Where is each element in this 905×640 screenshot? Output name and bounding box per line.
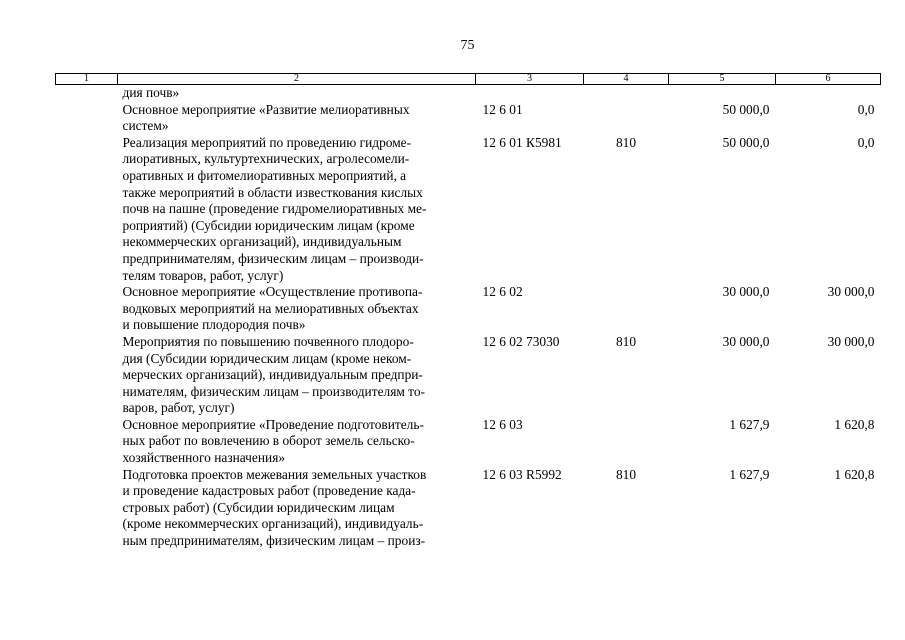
row-name-line: ных работ по вовлечению в оборот земель сельско- <box>122 433 415 449</box>
row-name-line: стровых работ) (Субсидии юридическим лицам <box>122 499 395 515</box>
row-name-line: лиоративных, культуртехнических, агролесомели- <box>122 151 410 167</box>
row-name-line: Основное мероприятие «Развитие мелиоративных <box>122 101 410 117</box>
row-amount-1-cell <box>669 85 776 102</box>
table-row <box>56 102 881 135</box>
row-index-cell <box>56 85 118 102</box>
row-amount-2-cell: 30 000,0 <box>827 333 875 349</box>
row-name-cell <box>118 85 476 102</box>
row-index-cell <box>56 334 118 417</box>
row-name-line: Реализация мероприятий по проведению гидроме- <box>122 134 412 150</box>
row-amount-2-cell: 0,0 <box>857 134 875 150</box>
row-amount-1-cell: 30 000,0 <box>722 333 770 349</box>
row-name-line: мерческих организаций), индивидуальным предпри- <box>122 367 423 383</box>
row-amount-1-cell: 1 627,9 <box>729 416 770 432</box>
column-number-row <box>56 74 881 85</box>
row-name-line: и повышение плодородия почв» <box>122 317 306 333</box>
row-amount-1-cell: 30 000,0 <box>722 284 770 300</box>
row-name-line: и проведение кадастровых работ (проведение када- <box>122 483 416 499</box>
row-name-line: хозяйственного назначения» <box>122 450 286 466</box>
row-amount-1-cell: 1 627,9 <box>729 466 770 482</box>
column-header-5: 5 <box>669 74 776 85</box>
budget-table <box>55 73 881 550</box>
row-amount-2-cell: 1 620,8 <box>834 466 875 482</box>
row-name-line: дия почв» <box>122 85 180 100</box>
page-number: 75 <box>460 38 475 53</box>
row-expense-type-cell: 810 <box>615 134 637 150</box>
row-expense-type-cell <box>584 85 669 102</box>
table-row <box>56 334 881 417</box>
row-name-line: Основное мероприятие «Проведение подготовитель- <box>122 416 424 432</box>
column-header-1: 1 <box>56 74 118 85</box>
row-code-cell: 12 6 03 <box>482 416 523 432</box>
row-amount-1-cell: 50 000,0 <box>722 134 770 150</box>
row-index-cell <box>56 284 118 334</box>
row-index-cell <box>56 467 118 550</box>
row-index-cell <box>56 417 118 467</box>
row-name-line: роприятий) (Субсидии юридическим лицам (кроме <box>122 217 415 233</box>
table-row <box>56 284 881 334</box>
row-amount-1-cell: 50 000,0 <box>722 101 770 117</box>
row-name-line: предпринимателям, физическим лицам – производи- <box>122 250 424 266</box>
row-name-cell <box>118 284 476 334</box>
row-index-cell <box>56 135 118 284</box>
row-expense-type-cell <box>584 284 669 334</box>
row-code-cell: 12 6 02 <box>482 284 523 300</box>
row-code-cell: 12 6 01 <box>482 101 523 117</box>
row-amount-2-cell <box>776 85 881 102</box>
table-body <box>56 85 881 550</box>
row-name-line: (кроме некоммерческих организаций), индивидуаль- <box>122 516 424 532</box>
row-expense-type-cell: 810 <box>615 466 637 482</box>
row-expense-type-cell <box>584 102 669 135</box>
row-code-cell: 12 6 03 R5992 <box>482 466 562 482</box>
row-name-line: также мероприятий в области известкования кислых <box>122 184 423 200</box>
column-header-4: 4 <box>584 74 669 85</box>
row-name-cell <box>118 467 476 550</box>
row-amount-2-cell: 0,0 <box>857 101 875 117</box>
row-name-line: водковых мероприятий на мелиоративных объектах <box>122 300 419 316</box>
row-amount-2-cell: 1 620,8 <box>834 416 875 432</box>
column-header-2: 2 <box>118 74 476 85</box>
row-name-line: ным предпринимателям, физическим лицам – произ- <box>122 533 426 549</box>
table-header <box>56 74 881 85</box>
table-row <box>56 135 881 284</box>
row-name-line: систем» <box>122 118 169 134</box>
row-expense-type-cell: 810 <box>615 333 637 349</box>
table-row <box>56 467 881 550</box>
row-code-cell: 12 6 02 73030 <box>482 333 560 349</box>
table-row <box>56 417 881 467</box>
row-code-cell: 12 6 01 К5981 <box>482 134 562 150</box>
row-name-line: оративных и фитомелиоративных мероприятий, а <box>122 167 407 183</box>
row-index-cell <box>56 102 118 135</box>
table-row <box>56 85 881 102</box>
row-name-line: дия (Субсидии юридическим лицам (кроме неком- <box>122 350 412 366</box>
row-name-cell <box>118 417 476 467</box>
row-name-cell <box>118 102 476 135</box>
row-name-cell <box>118 334 476 417</box>
row-expense-type-cell <box>584 417 669 467</box>
row-name-line: нимателям, физическим лицам – производителям то- <box>122 383 426 399</box>
row-name-line: телям товаров, работ, услуг) <box>122 267 284 283</box>
row-amount-2-cell: 30 000,0 <box>827 284 875 300</box>
row-name-line: некоммерческих организаций), индивидуальным <box>122 234 402 250</box>
row-code-cell <box>476 85 584 102</box>
row-name-line: варов, работ, услуг) <box>122 400 235 416</box>
row-name-cell <box>118 135 476 284</box>
column-header-3: 3 <box>476 74 584 85</box>
column-header-6: 6 <box>776 74 881 85</box>
row-name-line: Подготовка проектов межевания земельных участков <box>122 466 427 482</box>
row-name-line: почв на пашне (проведение гидромелиоративных ме- <box>122 201 427 217</box>
row-name-line: Основное мероприятие «Осуществление противопа- <box>122 284 423 300</box>
row-name-line: Мероприятия по повышению почвенного плодоро- <box>122 333 414 349</box>
